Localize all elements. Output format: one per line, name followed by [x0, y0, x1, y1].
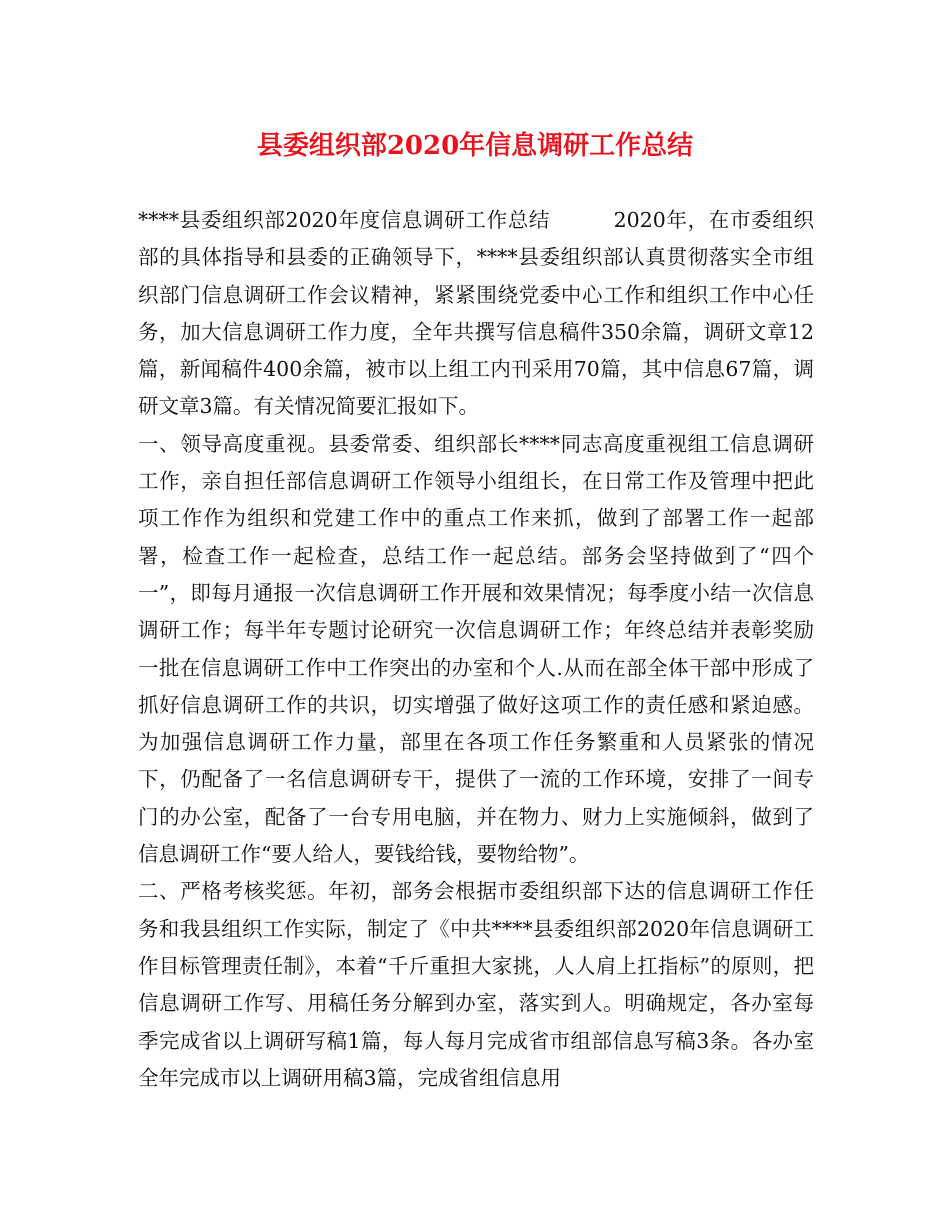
paragraph-section-2: 二、严格考核奖惩。年初，部务会根据市委组织部下达的信息调研工作任务和我县组织工作实际，制定了《中共****县委组织部2020年信息调研工作目标管理责任制》，本着“千斤重担大家挑，人人肩上扛指标”的原则，把信息调研工作写、用稿任务分解到办室，落实到人。明确规定，各办室每季完成省以上调研写稿1篇，每人每月完成省市组部信息写稿3条。各办室全年完成市以上调研用稿3篇，完成省组信息用	[138, 879, 814, 1090]
paragraph-intro: ****县委组织部2020年度信息调研工作总结 2020年，在市委组织部的具体指导和县委的正确领导下，****县委组织部认真贯彻落实全市组织部门信息调研工作会议精神，紧紧围绕党委中心工作和组织工作中心任务，加大信息调研工作力度，全年共撰写信息稿件350余篇，调研文章12篇，新闻稿件400余篇，被市以上组工内刊采用70篇，其中信息67篇，调研文章3篇。有关情况简要汇报如下。	[138, 208, 814, 419]
document-body	[138, 202, 814, 1097]
paragraph-section-1: 一、领导高度重视。县委常委、组织部长****同志高度重视组工信息调研工作，亲自担任部信息调研工作领导小组组长，在日常工作及管理中把此项工作作为组织和党建工作中的重点工作来抓，做到了部署工作一起部署，检查工作一起检查，总结工作一起总结。部务会坚持做到了“四个一”，即每月通报一次信息调研工作开展和效果情况；每季度小结一次信息调研工作；每半年专题讨论研究一次信息调研工作；年终总结并表彰奖励一批在信息调研工作中工作突出的办室和个人.从而在部全体干部中形成了抓好信息调研工作的共识，切实增强了做好这项工作的责任感和紧迫感。为加强信息调研工作力量，部里在各项工作任务繁重和人员紧张的情况下，仍配备了一名信息调研专干，提供了一流的工作环境，安排了一间专门的办公室，配备了一台专用电脑，并在物力、财力上实施倾斜，做到了信息调研工作“要人给人，要钱给钱，要物给物”。	[138, 431, 814, 867]
document-title: 县委组织部2020年信息调研工作总结	[256, 131, 694, 161]
